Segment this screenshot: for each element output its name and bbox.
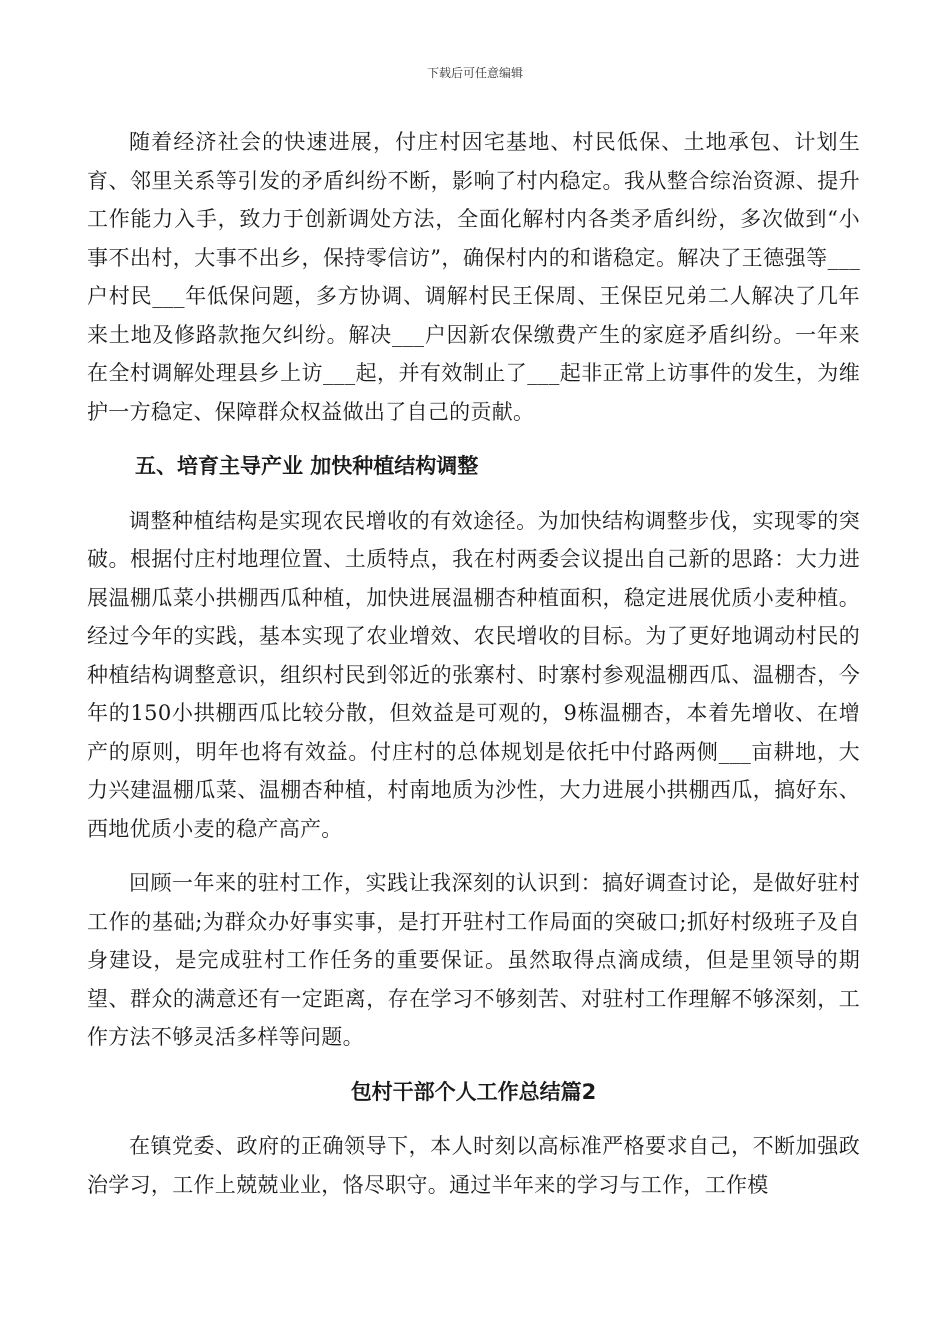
paragraph-article-2-intro: 在镇党委、政府的正确领导下，本人时刻以高标准严格要求自己，不断加强政治学习，工作上兢兢业业，恪尽职守。通过半年来的学习与工作，工作模: [87, 1134, 860, 1197]
paragraph-planting-structure: 调整种植结构是实现农民增收的有效途径。为加快结构调整步伐，实现零的突破。根据付庄村地理位置、土质特点，我在村两委会议提出自己新的思路：大力进展温棚瓜菜小拱棚西瓜种植，加快进展温棚杏种植面积，稳定进展优质小麦种植。经过今年的实践，基本实现了农业增效、农民增收的目标。为了更好地调动村民的种植结构调整意识，组织村民到邻近的张寨村、时寨村参观温棚西瓜、温棚杏，今年的150小拱棚西瓜比较分散，但效益是可观的，9栋温棚杏，本着先增收、在增产的原则，明年也将有效益。付庄村的总体规划是依托中付路两侧___亩耕地，大力兴建温棚瓜菜、温棚杏种植，村南地质为沙性，大力进展小拱棚西瓜，搞好东、西地优质小麦的稳产高产。: [87, 508, 860, 841]
document-body: [87, 123, 860, 1204]
paragraph-dispute-resolution: 随着经济社会的快速进展，付庄村因宅基地、村民低保、土地承包、计划生育、邻里关系等引发的矛盾纠纷不断，影响了村内稳定。我从整合综治资源、提升工作能力入手，致力于创新调处方法，全面化解村内各类矛盾纠纷，多次做到“小事不出村，大事不出乡，保持零信访”，确保村内的和谐稳定。解决了王德强等___户村民___年低保问题，多方协调、调解村民王保周、王保臣兄弟二人解决了几年来土地及修路款拖欠纠纷。解决___户因新农保缴费产生的家庭矛盾纠纷。一年来在全村调解处理县乡上访___起，并有效制止了___起非正常上访事件的发生，为维护一方稳定、保障群众权益做出了自己的贡献。: [87, 130, 860, 424]
page-header: 下载后可任意编辑: [426, 66, 523, 80]
section-heading-planting-structure: 五、培育主导产业 加快种植结构调整: [135, 454, 479, 478]
paragraph-review: 回顾一年来的驻村工作，实践让我深刻的认识到：搞好调查讨论，是做好驻村工作的基础;为群众办好事实事，是打开驻村工作局面的突破口;抓好村级班子及自身建设，是完成驻村工作任务的重要保证。虽然取得点滴成绩，但是里领导的期望、群众的满意还有一定距离，存在学习不够刻苦、对驻村工作理解不够深刻，工作方法不够灵活多样等问题。: [87, 871, 860, 1049]
article-title-2: 包村干部个人工作总结篇2: [350, 1079, 597, 1104]
